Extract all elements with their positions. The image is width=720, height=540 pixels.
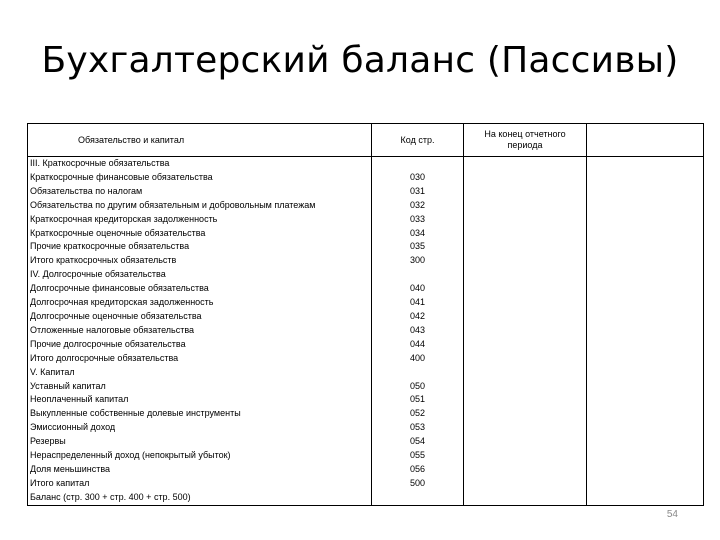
row-code-cell: 040 <box>372 282 464 296</box>
row-code-cell: 034 <box>372 227 464 241</box>
row-code-cell: 035 <box>372 240 464 254</box>
table-row <box>28 491 704 505</box>
table-row <box>28 310 704 324</box>
row-code-cell: 044 <box>372 338 464 352</box>
row-extra-cell <box>587 338 704 352</box>
table-row <box>28 449 704 463</box>
row-end-of-period-cell <box>464 254 587 268</box>
table-row <box>28 282 704 296</box>
row-extra-cell <box>587 185 704 199</box>
row-name-cell: Прочие долгосрочные обязательства <box>28 338 372 352</box>
table-row <box>28 407 704 421</box>
row-code-cell: 042 <box>372 310 464 324</box>
table-row <box>28 296 704 310</box>
row-code-cell: 032 <box>372 199 464 213</box>
row-extra-cell <box>587 435 704 449</box>
row-end-of-period-cell <box>464 435 587 449</box>
table-row <box>28 338 704 352</box>
row-name-cell: Итого капитал <box>28 477 372 491</box>
table-row <box>28 171 704 185</box>
row-code-cell: 052 <box>372 407 464 421</box>
row-code-cell: 053 <box>372 421 464 435</box>
table-row <box>28 199 704 213</box>
row-code-cell: 055 <box>372 449 464 463</box>
row-name-cell: Нераспределенный доход (непокрытый убыток) <box>28 449 372 463</box>
row-name-cell: Итого долгосрочные обязательства <box>28 352 372 366</box>
row-name-cell: Неоплаченный капитал <box>28 393 372 407</box>
header-end-of-period: На конец отчетного периода <box>464 124 587 157</box>
table-row <box>28 463 704 477</box>
row-extra-cell <box>587 421 704 435</box>
table-row <box>28 268 704 282</box>
table-row <box>28 380 704 394</box>
table-row <box>28 254 704 268</box>
row-end-of-period-cell <box>464 491 587 505</box>
row-code-cell: 056 <box>372 463 464 477</box>
row-code-cell: 400 <box>372 352 464 366</box>
row-name-cell: Краткосрочная кредиторская задолженность <box>28 213 372 227</box>
row-end-of-period-cell <box>464 449 587 463</box>
table-row <box>28 435 704 449</box>
row-extra-cell <box>587 477 704 491</box>
row-extra-cell <box>587 491 704 505</box>
row-name-cell: Долгосрочные оценочные обязательства <box>28 310 372 324</box>
row-extra-cell <box>587 171 704 185</box>
row-end-of-period-cell <box>464 240 587 254</box>
row-name-cell: Итого краткосрочных обязательств <box>28 254 372 268</box>
row-name-cell: Доля меньшинства <box>28 463 372 477</box>
row-end-of-period-cell <box>464 268 587 282</box>
table-header-row <box>28 124 704 157</box>
row-end-of-period-cell <box>464 185 587 199</box>
row-name-cell: Обязательства по другим обязательным и добровольным платежам <box>28 199 372 213</box>
row-code-cell: 030 <box>372 171 464 185</box>
row-extra-cell <box>587 393 704 407</box>
row-extra-cell <box>587 282 704 296</box>
row-code-cell: 031 <box>372 185 464 199</box>
row-end-of-period-cell <box>464 352 587 366</box>
row-end-of-period-cell <box>464 213 587 227</box>
row-name-cell: Долгосрочные финансовые обязательства <box>28 282 372 296</box>
row-extra-cell <box>587 213 704 227</box>
table-row <box>28 366 704 380</box>
table-row <box>28 421 704 435</box>
row-end-of-period-cell <box>464 310 587 324</box>
row-extra-cell <box>587 240 704 254</box>
table-row <box>28 213 704 227</box>
slide-title: Бухгалтерский баланс (Пассивы) <box>41 40 679 81</box>
row-end-of-period-cell <box>464 227 587 241</box>
row-extra-cell <box>587 324 704 338</box>
row-code-cell: 043 <box>372 324 464 338</box>
table-row <box>28 324 704 338</box>
row-name-cell: Долгосрочная кредиторская задолженность <box>28 296 372 310</box>
row-name-cell: Обязательства по налогам <box>28 185 372 199</box>
row-code-cell <box>372 366 464 380</box>
row-name-cell: Краткосрочные оценочные обязательства <box>28 227 372 241</box>
row-extra-cell <box>587 254 704 268</box>
row-code-cell: 500 <box>372 477 464 491</box>
row-end-of-period-cell <box>464 199 587 213</box>
balance-table-body <box>28 157 704 506</box>
row-extra-cell <box>587 352 704 366</box>
row-name-cell: Отложенные налоговые обязательства <box>28 324 372 338</box>
row-end-of-period-cell <box>464 380 587 394</box>
row-extra-cell <box>587 407 704 421</box>
row-end-of-period-cell <box>464 157 587 171</box>
row-extra-cell <box>587 366 704 380</box>
row-extra-cell <box>587 157 704 171</box>
row-end-of-period-cell <box>464 463 587 477</box>
table-row <box>28 477 704 491</box>
row-end-of-period-cell <box>464 407 587 421</box>
row-code-cell: 033 <box>372 213 464 227</box>
row-name-cell: Уставный капитал <box>28 380 372 394</box>
row-code-cell: 300 <box>372 254 464 268</box>
row-extra-cell <box>587 310 704 324</box>
row-end-of-period-cell <box>464 282 587 296</box>
header-liability-and-capital: Обязательство и капитал <box>28 124 372 157</box>
row-extra-cell <box>587 296 704 310</box>
header-line-code: Код стр. <box>372 124 464 157</box>
row-end-of-period-cell <box>464 477 587 491</box>
table-row <box>28 185 704 199</box>
row-end-of-period-cell <box>464 366 587 380</box>
row-name-cell: Эмиссионный доход <box>28 421 372 435</box>
row-name-cell: Краткосрочные финансовые обязательства <box>28 171 372 185</box>
row-name-cell: III. Краткосрочные обязательства <box>28 157 372 171</box>
row-name-cell: Резервы <box>28 435 372 449</box>
row-code-cell: 050 <box>372 380 464 394</box>
row-code-cell: 041 <box>372 296 464 310</box>
row-end-of-period-cell <box>464 338 587 352</box>
page-number: 54 <box>666 509 678 520</box>
row-code-cell: 051 <box>372 393 464 407</box>
row-extra-cell <box>587 199 704 213</box>
header-extra-column <box>587 124 704 157</box>
row-end-of-period-cell <box>464 171 587 185</box>
row-code-cell <box>372 491 464 505</box>
table-row <box>28 352 704 366</box>
row-name-cell: IV. Долгосрочные обязательства <box>28 268 372 282</box>
table-row <box>28 240 704 254</box>
table-row <box>28 157 704 171</box>
balance-table <box>27 123 704 506</box>
row-extra-cell <box>587 227 704 241</box>
row-code-cell <box>372 157 464 171</box>
row-end-of-period-cell <box>464 324 587 338</box>
row-name-cell: Баланс (стр. 300 + стр. 400 + стр. 500) <box>28 491 372 505</box>
row-name-cell: Прочие краткосрочные обязательства <box>28 240 372 254</box>
row-end-of-period-cell <box>464 296 587 310</box>
row-extra-cell <box>587 380 704 394</box>
row-code-cell: 054 <box>372 435 464 449</box>
row-extra-cell <box>587 463 704 477</box>
row-code-cell <box>372 268 464 282</box>
row-end-of-period-cell <box>464 421 587 435</box>
row-end-of-period-cell <box>464 393 587 407</box>
table-row <box>28 227 704 241</box>
row-name-cell: Выкупленные собственные долевые инструменты <box>28 407 372 421</box>
row-extra-cell <box>587 268 704 282</box>
row-name-cell: V. Капитал <box>28 366 372 380</box>
row-extra-cell <box>587 449 704 463</box>
table-row <box>28 393 704 407</box>
